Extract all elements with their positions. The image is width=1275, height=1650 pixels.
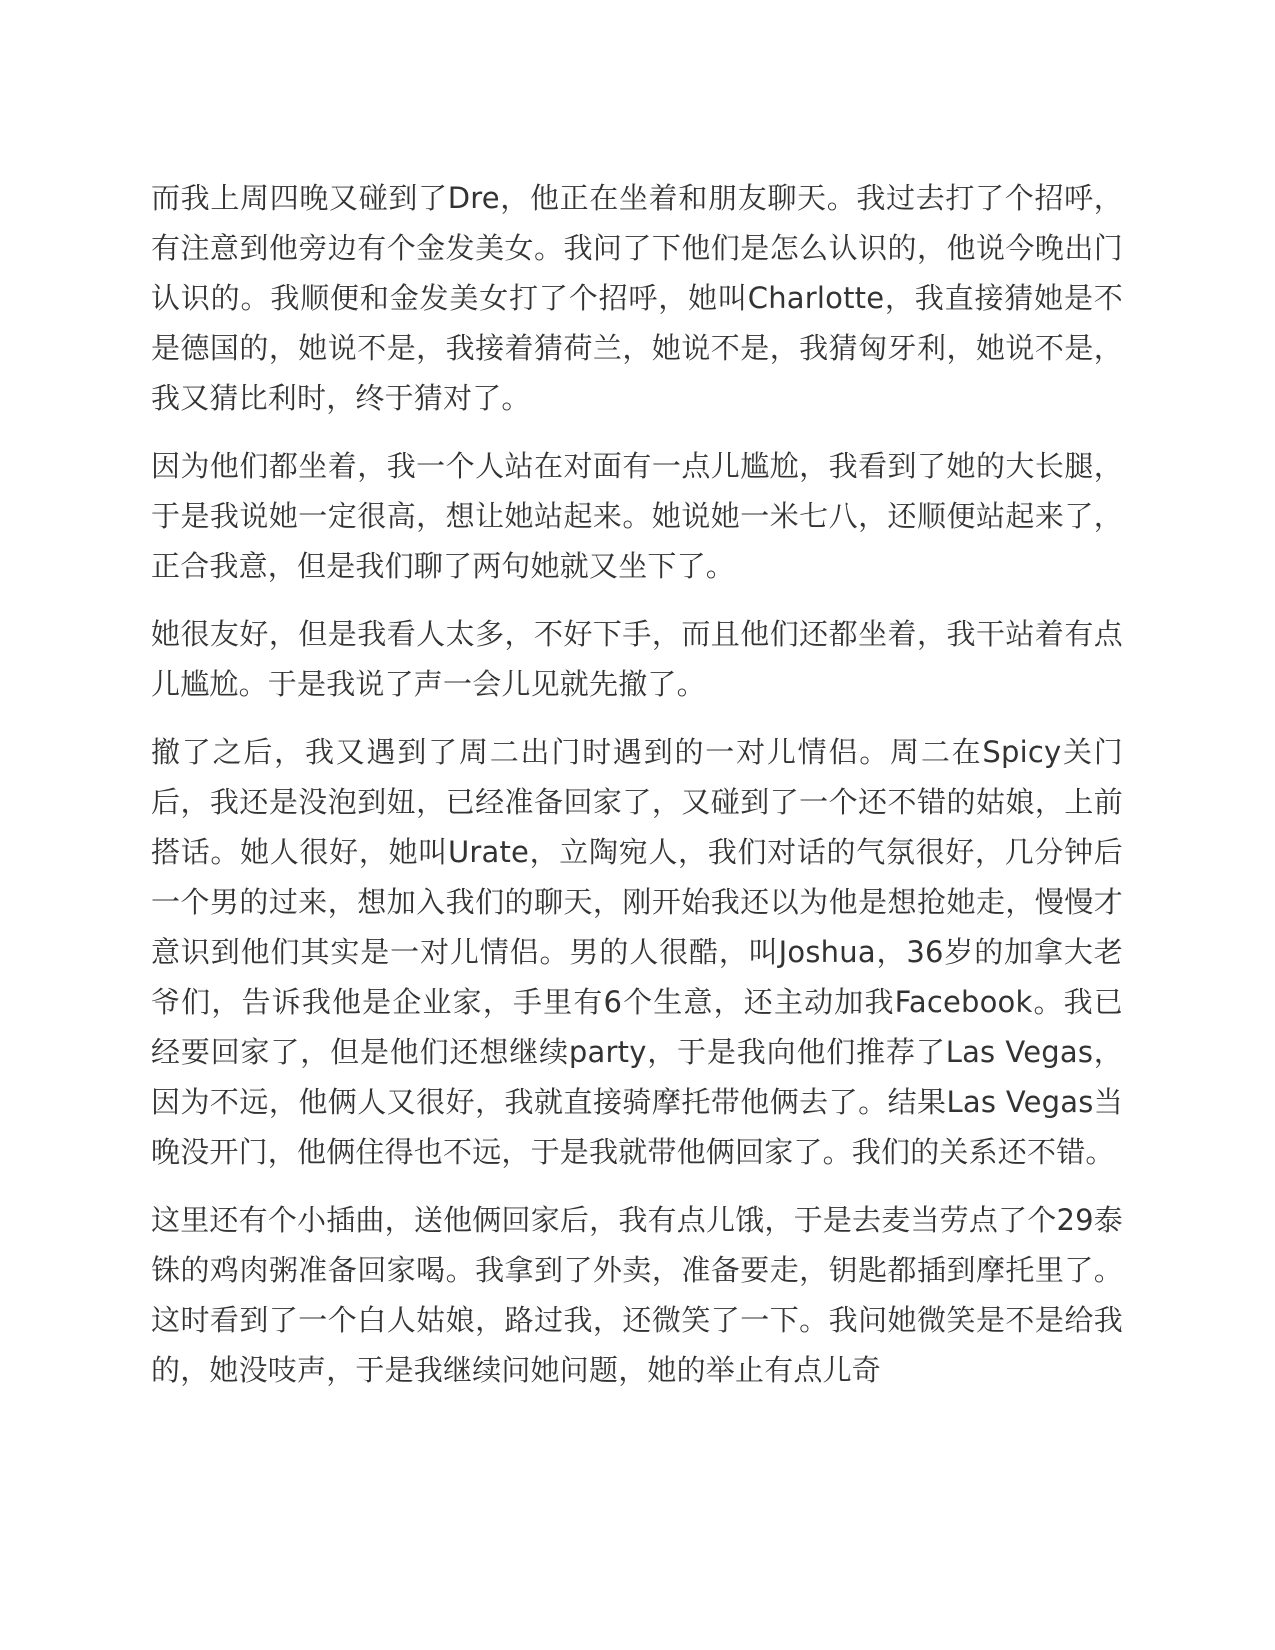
article-body xyxy=(151,173,1123,1413)
paragraph-2: 因为他们都坐着，我一个人站在对面有一点儿尴尬，我看到了她的大长腿，于是我说她一定很高，想让她站起来。她说她一米七八，还顺便站起来了，正合我意，但是我们聊了两句她就又坐下了。 xyxy=(151,449,1123,583)
paragraph-1: 而我上周四晚又碰到了Dre，他正在坐着和朋友聊天。我过去打了个招呼，有注意到他旁边有个金发美女。我问了下他们是怎么认识的，他说今晚出门认识的。我顺便和金发美女打了个招呼，她叫Charlotte，我直接猜她是不是德国的，她说不是，我接着猜荷兰，她说不是，我猜匈牙利，她说不是，我又猜比利时，终于猜对了。 xyxy=(151,181,1123,415)
paragraph-3: 她很友好，但是我看人太多，不好下手，而且他们还都坐着，我干站着有点儿尴尬。于是我说了声一会儿见就先撤了。 xyxy=(151,617,1123,701)
paragraph-5: 这里还有个小插曲，送他俩回家后，我有点儿饿，于是去麦当劳点了个29泰铢的鸡肉粥准备回家喝。我拿到了外卖，准备要走，钥匙都插到摩托里了。这时看到了一个白人姑娘，路过我，还微笑了一下。我问她微笑是不是给我的，她没吱声，于是我继续问她问题，她的举止有点儿奇 xyxy=(151,1203,1123,1387)
paragraph-4: 撤了之后，我又遇到了周二出门时遇到的一对儿情侣。周二在Spicy关门后，我还是没泡到妞，已经准备回家了，又碰到了一个还不错的姑娘，上前搭话。她人很好，她叫Urate，立陶宛人，我们对话的气氛很好，几分钟后一个男的过来，想加入我们的聊天，刚开始我还以为他是想抢她走，慢慢才意识到他们其实是一对儿情侣。男的人很酷，叫Joshua，36岁的加拿大老爷们，告诉我他是企业家，手里有6个生意，还主动加我Facebook。我已经要回家了，但是他们还想继续party，于是我向他们推荐了Las Vegas，因为不远，他俩人又很好，我就直接骑摩托带他俩去了。结果Las Vegas当晚没开门，他俩住得也不远，于是我就带他俩回家了。我们的关系还不错。 xyxy=(151,735,1123,1169)
